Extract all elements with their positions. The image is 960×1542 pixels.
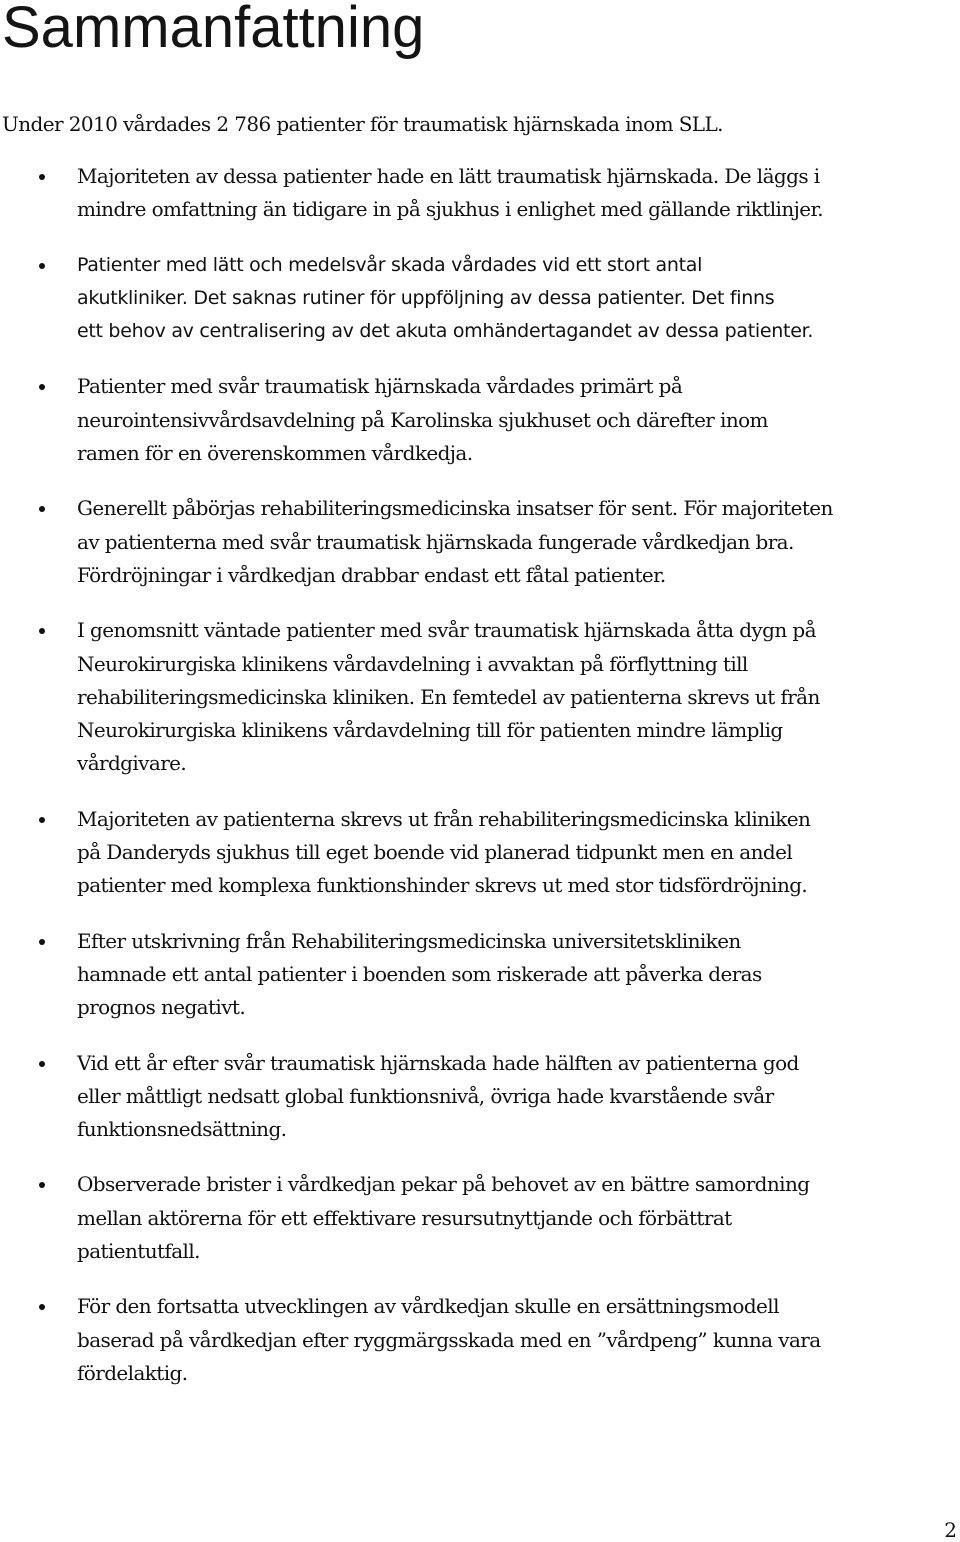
bullet-item [0,803,960,903]
bullet-item [0,925,960,1025]
summary-bullet-list [0,160,960,1412]
bullet-dot-icon [39,506,45,512]
bullet-text: Majoriteten av dessa patienter hade en lätt traumatisk hjärnskada. De läggs i mindre omfattning än tidigare in på sjukhus i enlighet med gällande riktlinjer. [77,164,823,222]
intro-paragraph: Under 2010 vårdades 2 786 patienter för traumatisk hjärnskada inom SLL. [2,112,723,136]
bullet-dot-icon [39,1061,45,1067]
bullet-item [0,1290,960,1390]
bullet-text: Patienter med lätt och medelsvår skada vårdades vid ett stort antal akutkliniker. Det saknas rutiner för uppföljning av dessa patienter. Det finns ett behov av centralisering av det akuta omhändertagandet av dessa patienter. [77,253,814,343]
bullet-dot-icon [39,939,45,945]
bullet-text: Efter utskrivning från Rehabiliteringsmedicinska universitetskliniken hamnade ett antal patienter i boenden som riskerade att påverka deras prognos negativt. [77,928,762,1020]
bullet-item [0,160,960,227]
bullet-dot-icon [39,174,45,180]
bullet-dot-icon [39,263,45,269]
bullet-dot-icon [39,384,45,390]
bullet-text: I genomsnitt väntade patienter med svår traumatisk hjärnskada åtta dygn på Neurokirurgiska klinikens vårdavdelning i avvaktan på förflyttning till rehabiliteringsmedicinska kliniken. En femtedel av patienterna skrevs ut från Neurokirurgiska klinikens vårdavdelning till för patienten mindre lämplig vårdgivare. [77,618,820,776]
bullet-item [0,370,960,470]
bullet-dot-icon [39,628,45,634]
bullet-item [0,1047,960,1147]
bullet-item [0,249,960,349]
bullet-dot-icon [39,1304,45,1310]
bullet-item [0,614,960,780]
page-number: 2 [944,1518,957,1542]
bullet-text: Generellt påbörjas rehabiliteringsmedicinska insatser för sent. För majoriteten av patienterna med svår traumatisk hjärnskada fungerade vårdkedjan bra. Fördröjningar i vårdkedjan drabbar endast ett fåtal patienter. [77,496,833,587]
bullet-text: Observerade brister i vårdkedjan pekar på behovet av en bättre samordning mellan aktörerna för ett effektivare resursutnyttjande och förbättrat patientutfall. [77,1172,810,1264]
bullet-text: Patienter med svår traumatisk hjärnskada vårdades primärt på neurointensivvårdsavdelning på Karolinska sjukhuset och därefter inom ramen för en överenskommen vårdkedja. [77,374,768,466]
bullet-text: Vid ett år efter svår traumatisk hjärnskada hade hälften av patienterna god eller måttligt nedsatt global funktionsnivå, övriga hade kvarstående svår funktionsnedsättning. [77,1050,799,1142]
bullet-text: Majoriteten av patienterna skrevs ut från rehabiliteringsmedicinska kliniken på Danderyds sjukhus till eget boende vid planerad tidpunkt men en andel patienter med komplexa funktionshinder skrevs ut med stor tidsfördröjning. [77,806,811,898]
page-title: Sammanfattning [2,0,425,60]
bullet-dot-icon [39,1182,45,1188]
bullet-item [0,492,960,592]
bullet-text: För den fortsatta utvecklingen av vårdkedjan skulle en ersättningsmodell baserad på vårdkedjan efter ryggmärgsskada med en ”vårdpeng” kunna vara fördelaktig. [77,1294,821,1385]
bullet-dot-icon [39,817,45,823]
bullet-item [0,1168,960,1268]
